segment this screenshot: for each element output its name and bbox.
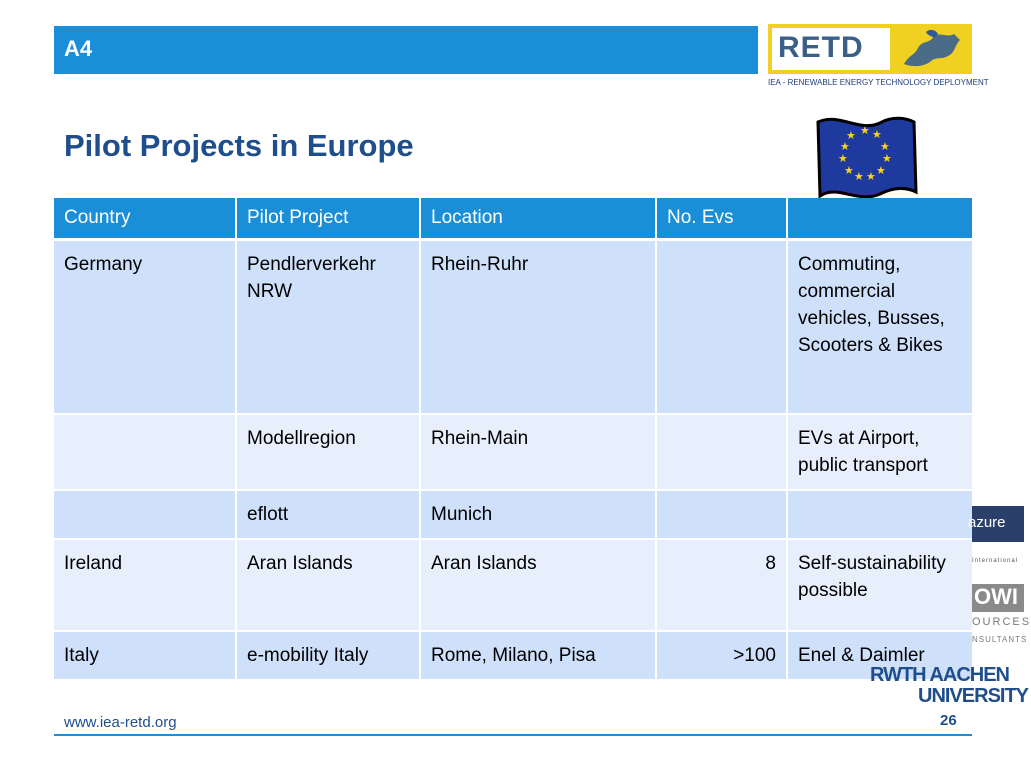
- cell-notes: EVs at Airport, public transport: [787, 414, 973, 490]
- col-header-location: Location: [420, 198, 656, 240]
- section-label: A4: [64, 36, 93, 61]
- rwth-logo-line1: RWTH AACHEN: [870, 664, 1009, 686]
- table-row: [53, 539, 973, 631]
- cell-no-evs: 8: [656, 539, 787, 631]
- azure-logo: azure: [972, 506, 1024, 542]
- svg-text:★: ★: [846, 129, 856, 142]
- rwth-aachen-logo: [870, 664, 1028, 708]
- page-title: Pilot Projects in Europe: [64, 128, 414, 163]
- svg-text:★: ★: [872, 128, 882, 141]
- col-header-notes: [787, 198, 973, 240]
- cell-pilot-project: Modellregion: [236, 414, 420, 490]
- cell-notes: Commuting, commercial vehicles, Busses, Scooters & Bikes: [787, 240, 973, 414]
- cell-no-evs: [656, 414, 787, 490]
- table-row: [53, 631, 973, 680]
- cell-notes: Enel & Daimler: [787, 631, 973, 680]
- footer-divider: [54, 734, 972, 736]
- cell-location: Munich: [420, 490, 656, 539]
- section-header-bar: [54, 26, 758, 74]
- cell-country: [53, 490, 236, 539]
- pilot-projects-table: [52, 198, 974, 681]
- svg-text:★: ★: [844, 164, 854, 177]
- resources-logo-caption: NSULTANTS: [972, 635, 1028, 644]
- table-row: [53, 240, 973, 414]
- cell-country: [53, 414, 236, 490]
- cell-location: Rhein-Ruhr: [420, 240, 656, 414]
- svg-text:★: ★: [880, 140, 890, 153]
- col-header-country: Country: [53, 198, 236, 240]
- logo-subtitle: IEA - RENEWABLE ENERGY TECHNOLOGY DEPLOYMENT: [768, 78, 989, 87]
- retd-logo: [768, 24, 989, 90]
- svg-text:★: ★: [840, 140, 850, 153]
- col-header-no-evs: No. Evs: [656, 198, 787, 240]
- cell-no-evs: >100: [656, 631, 787, 680]
- svg-text:★: ★: [876, 164, 886, 177]
- cell-pilot-project: e-mobility Italy: [236, 631, 420, 680]
- resources-logo: OURCES: [972, 616, 1031, 628]
- cell-location: Aran Islands: [420, 539, 656, 631]
- svg-text:★: ★: [866, 170, 876, 183]
- col-header-pilot-project: Pilot Project: [236, 198, 420, 240]
- svg-text:★: ★: [854, 170, 864, 183]
- table-row: [53, 414, 973, 490]
- azure-logo-caption: International: [972, 558, 1019, 564]
- partner-logos-strip: [968, 498, 1031, 628]
- cell-pilot-project: Pendlerverkehr NRW: [236, 240, 420, 414]
- cell-notes: [787, 490, 973, 539]
- footer-url-link[interactable]: www.iea-retd.org: [64, 714, 177, 731]
- svg-text:★: ★: [860, 124, 870, 137]
- cell-location: Rome, Milano, Pisa: [420, 631, 656, 680]
- table-header-row: [53, 198, 973, 240]
- cell-country: Italy: [53, 631, 236, 680]
- europe-map-icon: [896, 26, 968, 72]
- svg-text:★: ★: [838, 152, 848, 165]
- table-row: [53, 490, 973, 539]
- cell-pilot-project: Aran Islands: [236, 539, 420, 631]
- cell-notes: Self-sustainability possible: [787, 539, 973, 631]
- cell-location: Rhein-Main: [420, 414, 656, 490]
- cell-country: Ireland: [53, 539, 236, 631]
- page-number: 26: [940, 712, 957, 729]
- cell-no-evs: [656, 490, 787, 539]
- logo-name: RETD: [778, 31, 864, 64]
- cell-pilot-project: eflott: [236, 490, 420, 539]
- cell-no-evs: [656, 240, 787, 414]
- eu-flag-icon: [810, 112, 924, 204]
- svg-text:★: ★: [882, 152, 892, 165]
- cell-country: Germany: [53, 240, 236, 414]
- rwth-logo-line2: UNIVERSITY: [918, 685, 1029, 707]
- owi-logo: OWI: [972, 584, 1024, 612]
